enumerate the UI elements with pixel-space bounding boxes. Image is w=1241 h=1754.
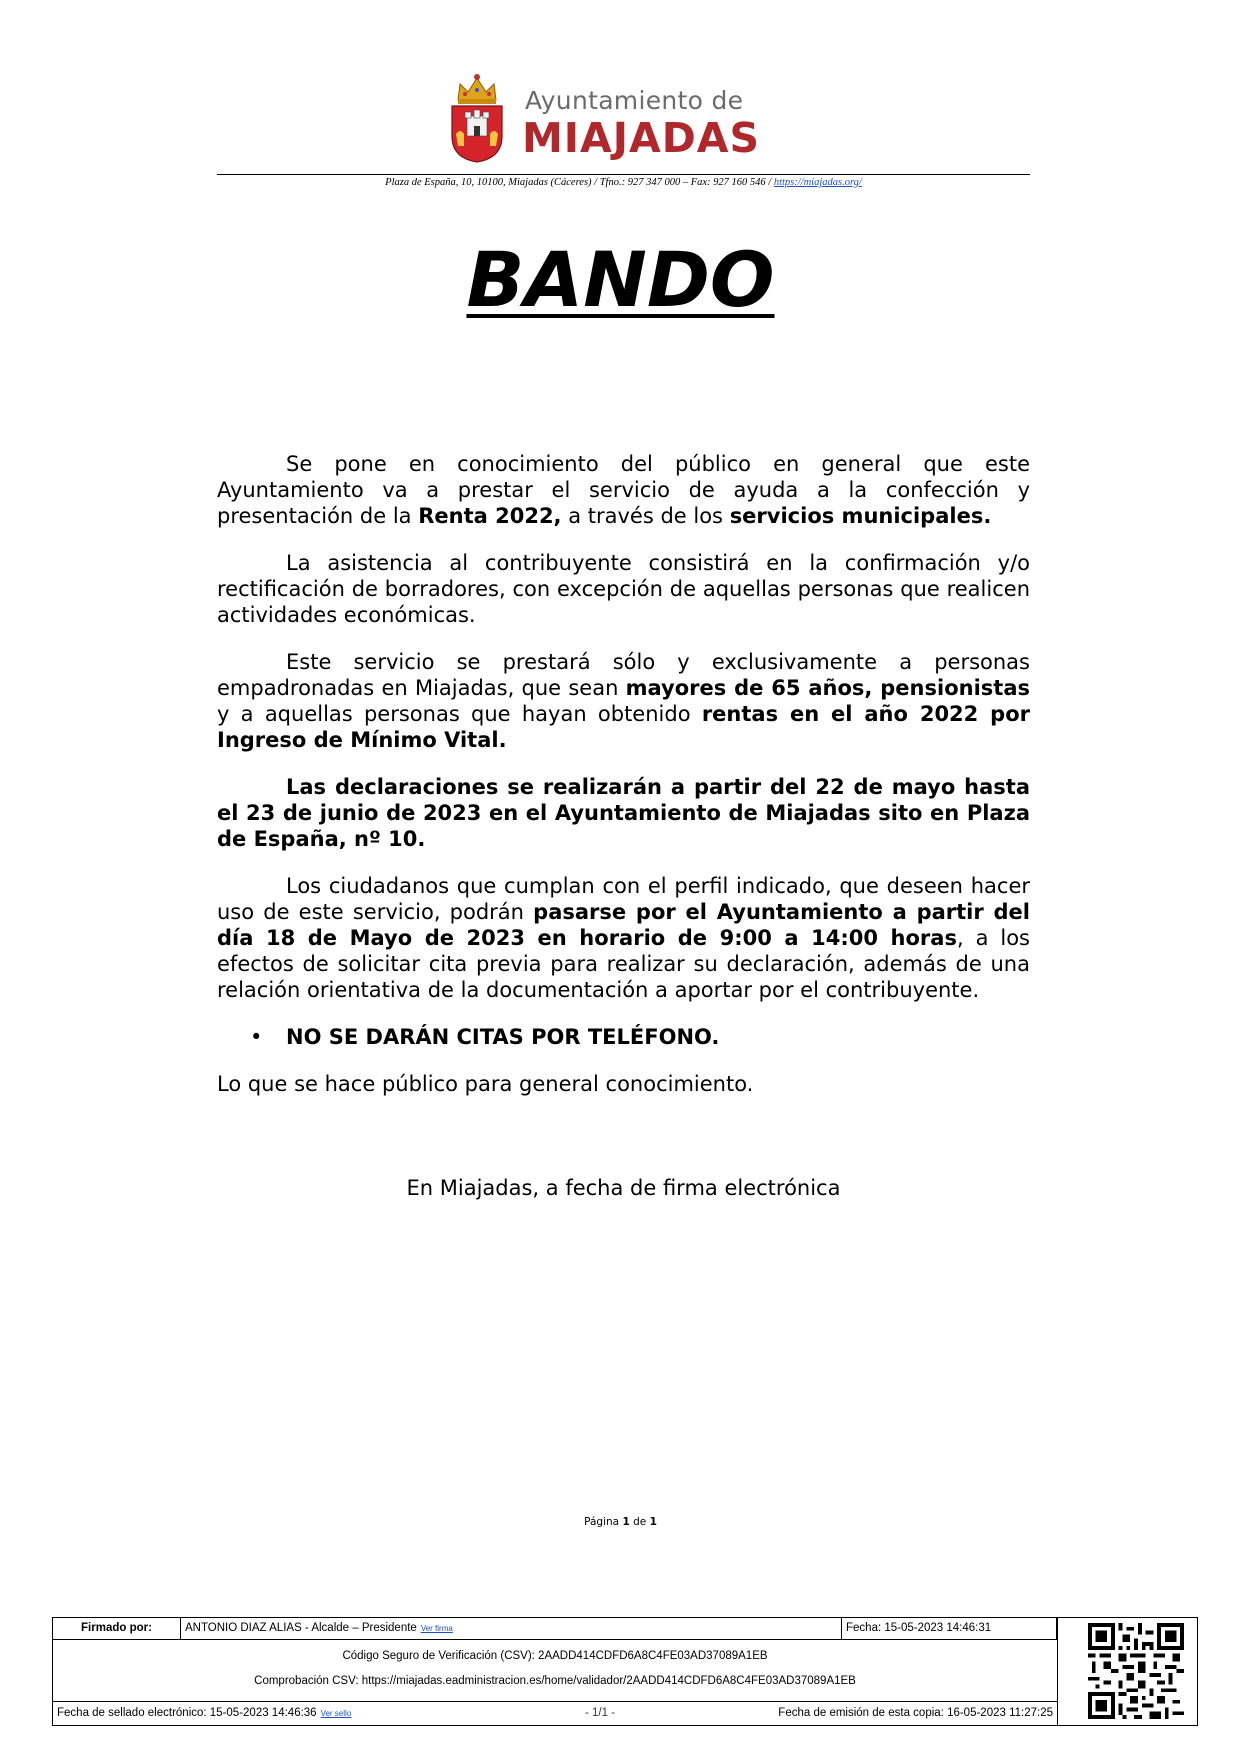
- copy-date: Fecha de emisión de esta copia: 16-05-2023 11:27:25: [778, 1707, 1053, 1719]
- p5-text-1: Los ciudadanos que cumplan con el perfil indicado, que deseen hacer uso de este servicio, podrán: [217, 874, 1030, 924]
- page-of: de: [633, 1516, 647, 1528]
- seal-date: Fecha de sellado electrónico: 15-05-2023 14:46:36: [57, 1707, 317, 1719]
- paragraph-2: La asistencia al contribuyente consistirá en la confirmación y/o rectificación de borradores, con excepción de aquellas personas que realicen actividades económicas.: [217, 551, 1030, 627]
- footer-csv-row: [53, 1640, 1057, 1702]
- paragraph-5: [217, 873, 1030, 1003]
- contact-address: [217, 177, 1030, 188]
- page-word: Página: [584, 1516, 620, 1528]
- address-text: Plaza de España, 10, 10100, Miajadas (Cáceres) / Tfno.: 927 347 000 – Fax: 927 160 546 /: [385, 177, 774, 188]
- header-divider: [217, 174, 1030, 175]
- csv-code: Código Seguro de Verificación (CSV): 2AADD414CDFD6A8C4FE03AD37089A1EB: [342, 1650, 768, 1662]
- signed-by-label: Firmado por:: [53, 1618, 181, 1639]
- p3-text-1: Este servicio se prestará sólo y exclusivamente a personas empadronadas en Miajadas, que sean: [217, 650, 1030, 700]
- page-total: 1: [649, 1516, 657, 1528]
- page-number: [0, 1516, 1241, 1528]
- bullet-item: [217, 1024, 1030, 1050]
- qr-cell: [1057, 1618, 1198, 1725]
- p5-text-2: , a los efectos de solicitar cita previa para realizar su declaración, además de una relación orientativa de la documentación a aportar por el contribuyente.: [217, 926, 1030, 1002]
- paragraph-1: [217, 451, 1030, 529]
- coat-of-arms-icon: [448, 72, 506, 164]
- p1-bold-1: Renta 2022,: [418, 504, 562, 528]
- logo-title: MIAJADAS: [522, 114, 761, 162]
- signer-info: [185, 1618, 453, 1639]
- website-link[interactable]: https://miajadas.org/: [773, 177, 862, 188]
- signature-footer: [52, 1617, 1198, 1726]
- p3-bold-1: mayores de 65 años, pensionistas: [625, 676, 1030, 700]
- signature-line: En Miajadas, a fecha de firma electrónica: [406, 1176, 841, 1200]
- footer-page: - 1/1 -: [585, 1707, 616, 1719]
- p3-bold-2: rentas en el año 2022 por Ingreso de Mínimo Vital.: [217, 702, 1030, 752]
- signature-date: Fecha: 15-05-2023 14:46:31: [841, 1618, 1057, 1639]
- bullet-text: NO SE DARÁN CITAS POR TELÉFONO.: [286, 1025, 720, 1049]
- p5-bold-1: pasarse por el Ayuntamiento a partir del día 18 de Mayo de 2023 en horario de 9:00 a 14:00 horas: [217, 900, 1030, 950]
- municipality-logo: [448, 72, 808, 164]
- p1-bold-2: servicios municipales.: [729, 504, 992, 528]
- bullet-icon: •: [250, 1025, 263, 1049]
- view-signature-link[interactable]: Ver firma: [420, 1624, 453, 1633]
- qr-code-icon[interactable]: [1088, 1623, 1184, 1719]
- closing-text: Lo que se hace público para general conocimiento.: [217, 1072, 754, 1096]
- paragraph-4: Las declaraciones se realizarán a partir del 22 de mayo hasta el 23 de junio de 2023 en el Ayuntamiento de Miajadas sito en Plaza de España, nº 10.: [217, 775, 1030, 851]
- page-current: 1: [622, 1516, 630, 1528]
- csv-check-url[interactable]: Comprobación CSV: https://miajadas.eadministracion.es/home/validador/2AADD414CDFD6A8C4FE03AD37089A1EB: [254, 1675, 856, 1687]
- p1-text-1: Se pone en conocimiento del público en general que este Ayuntamiento va a prestar el servicio de ayuda a la confección y presentación de la: [217, 452, 1030, 528]
- paragraph-3: [217, 649, 1030, 753]
- p1-text-2: a través de los: [561, 504, 730, 528]
- p3-text-2: y a aquellas personas que hayan obtenido: [217, 702, 702, 726]
- seal-info: [57, 1702, 351, 1725]
- logo-subtitle: Ayuntamiento de: [525, 86, 744, 115]
- document-title: BANDO: [466, 235, 775, 324]
- footer-signer-row: [53, 1618, 1057, 1640]
- footer-seal-row: [53, 1702, 1057, 1725]
- document-body: [217, 451, 1030, 1118]
- signer-name: ANTONIO DIAZ ALIAS - Alcalde – Presidente: [185, 1622, 417, 1634]
- view-seal-link[interactable]: Ver sello: [320, 1709, 352, 1718]
